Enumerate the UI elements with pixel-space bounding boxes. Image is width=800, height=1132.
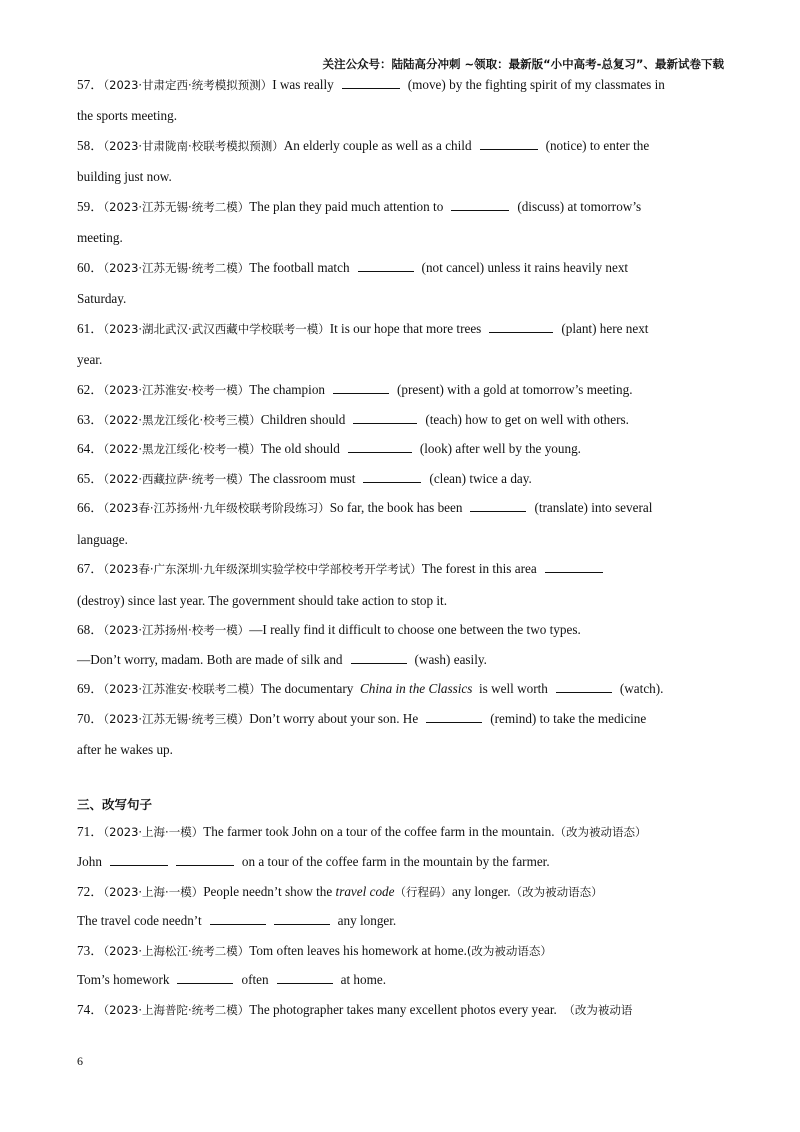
question-61-cont: year. bbox=[77, 352, 103, 368]
answer-blank[interactable] bbox=[426, 711, 482, 723]
answer-blank[interactable] bbox=[274, 913, 330, 925]
question-64: 64．（2022·黑龙江绥化·校考一模）The old should (look) after well by the young. bbox=[77, 441, 581, 457]
page-header: 关注公众号：陆陆高分冲刺 ~领取：最新版“小中高考-总复习”、最新试卷下载 bbox=[322, 57, 724, 71]
question-72-answer: The travel code needn’t any longer. bbox=[77, 913, 397, 929]
question-source: （2023·甘肃定西·统考模拟预测） bbox=[103, 78, 273, 92]
question-58: 58．（2023·甘肃陇南·校联考模拟预测）An elderly couple as well as a child (notice) to enter the bbox=[77, 137, 650, 153]
question-74: 74．（2023·上海普陀·统考二模）The photographer takes many excellent photos every year. （改为被动语 bbox=[77, 1002, 633, 1017]
question-66-cont: language. bbox=[77, 531, 128, 547]
answer-blank[interactable] bbox=[451, 199, 509, 211]
question-57: 57．（2023·甘肃定西·统考模拟预测）I was really (move) by the fighting spirit of my classmates in bbox=[77, 77, 665, 92]
question-73: 73．（2023·上海松江·统考二模）Tom often leaves his homework at home.(改为被动语态） bbox=[77, 942, 552, 958]
question-70-cont: after he wakes up. bbox=[77, 742, 173, 758]
answer-blank[interactable] bbox=[470, 500, 526, 512]
question-58-cont: building just now. bbox=[77, 169, 172, 185]
answer-blank[interactable] bbox=[348, 441, 412, 453]
answer-blank[interactable] bbox=[353, 412, 417, 424]
answer-blank[interactable] bbox=[210, 913, 266, 925]
answer-blank[interactable] bbox=[363, 471, 421, 483]
question-67-cont: (destroy) since last year. The government should take action to stop it. bbox=[77, 592, 448, 608]
question-61: 61．（2023·湖北武汉·武汉西藏中学校联考一模）It is our hope that more trees (plant) here next bbox=[77, 320, 649, 336]
question-57-cont: the sports meeting. bbox=[77, 108, 177, 124]
answer-blank[interactable] bbox=[333, 382, 389, 394]
travel-code-term: travel code bbox=[335, 883, 395, 899]
answer-blank[interactable] bbox=[489, 321, 553, 333]
question-68-reply: —Don’t worry, madam. Both are made of silk and (wash) easily. bbox=[77, 651, 487, 667]
question-59: 59．（2023·江苏无锡·统考二模）The plan they paid much attention to (discuss) at tomorrow’s bbox=[77, 198, 642, 214]
question-66: 66．（2023春·江苏扬州·九年级校联考阶段练习）So far, the book has been (translate) into several bbox=[77, 500, 653, 516]
answer-blank[interactable] bbox=[480, 138, 538, 150]
question-72: 72．（2023·上海·一模）People needn’t show the travel code（行程码）any longer.（改为被动语态） bbox=[77, 883, 603, 899]
question-71: 71．（2023·上海·一模）The farmer took John on a tour of the coffee farm in the mountain.（改为被动语态） bbox=[77, 824, 647, 840]
question-62: 62．（2023·江苏淮安·校考一模）The champion (present) with a gold at tomorrow’s meeting. bbox=[77, 381, 633, 397]
answer-blank[interactable] bbox=[545, 561, 603, 573]
answer-blank[interactable] bbox=[358, 260, 414, 272]
question-70: 70．（2023·江苏无锡·统考三模）Don’t worry about your son. He (remind) to take the medicine bbox=[77, 711, 647, 727]
documentary-title: China in the Classics bbox=[359, 681, 473, 697]
answer-blank[interactable] bbox=[351, 652, 407, 664]
page-number: 6 bbox=[77, 1054, 83, 1068]
question-71-answer: John on a tour of the coffee farm in the mountain by the farmer. bbox=[77, 854, 550, 870]
question-65: 65．（2022·西藏拉萨·统考一模）The classroom must (clean) twice a day. bbox=[77, 470, 532, 486]
question-60-cont: Saturday. bbox=[77, 291, 127, 307]
question-73-answer: Tom’s homework often at home. bbox=[77, 972, 387, 988]
question-number: 57． bbox=[77, 77, 104, 92]
section-title: 三、改写句子 bbox=[77, 797, 153, 813]
question-69: 69．（2023·江苏淮安·校联考二模）The documentary China in the Classics is well worth (watch). bbox=[77, 681, 664, 697]
answer-blank[interactable] bbox=[277, 972, 333, 984]
answer-blank[interactable] bbox=[110, 854, 168, 866]
question-68: 68．（2023·江苏扬州·校考一模）—I really find it difficult to choose one between the two types. bbox=[77, 622, 581, 638]
question-59-cont: meeting. bbox=[77, 230, 123, 246]
exercise-content bbox=[77, 76, 727, 1031]
answer-blank[interactable] bbox=[177, 972, 233, 984]
question-63: 63．（2022·黑龙江绥化·校考三模）Children should (teach) how to get on well with others. bbox=[77, 411, 629, 427]
answer-blank[interactable] bbox=[556, 681, 612, 693]
answer-blank[interactable] bbox=[342, 77, 400, 89]
answer-blank[interactable] bbox=[176, 854, 234, 866]
question-67: 67．（2023春·广东深圳·九年级深圳实验学校中学部校考开学考试）The forest in this area bbox=[77, 560, 727, 578]
question-60: 60．（2023·江苏无锡·统考二模）The football match (not cancel) unless it rains heavily next bbox=[77, 259, 629, 275]
